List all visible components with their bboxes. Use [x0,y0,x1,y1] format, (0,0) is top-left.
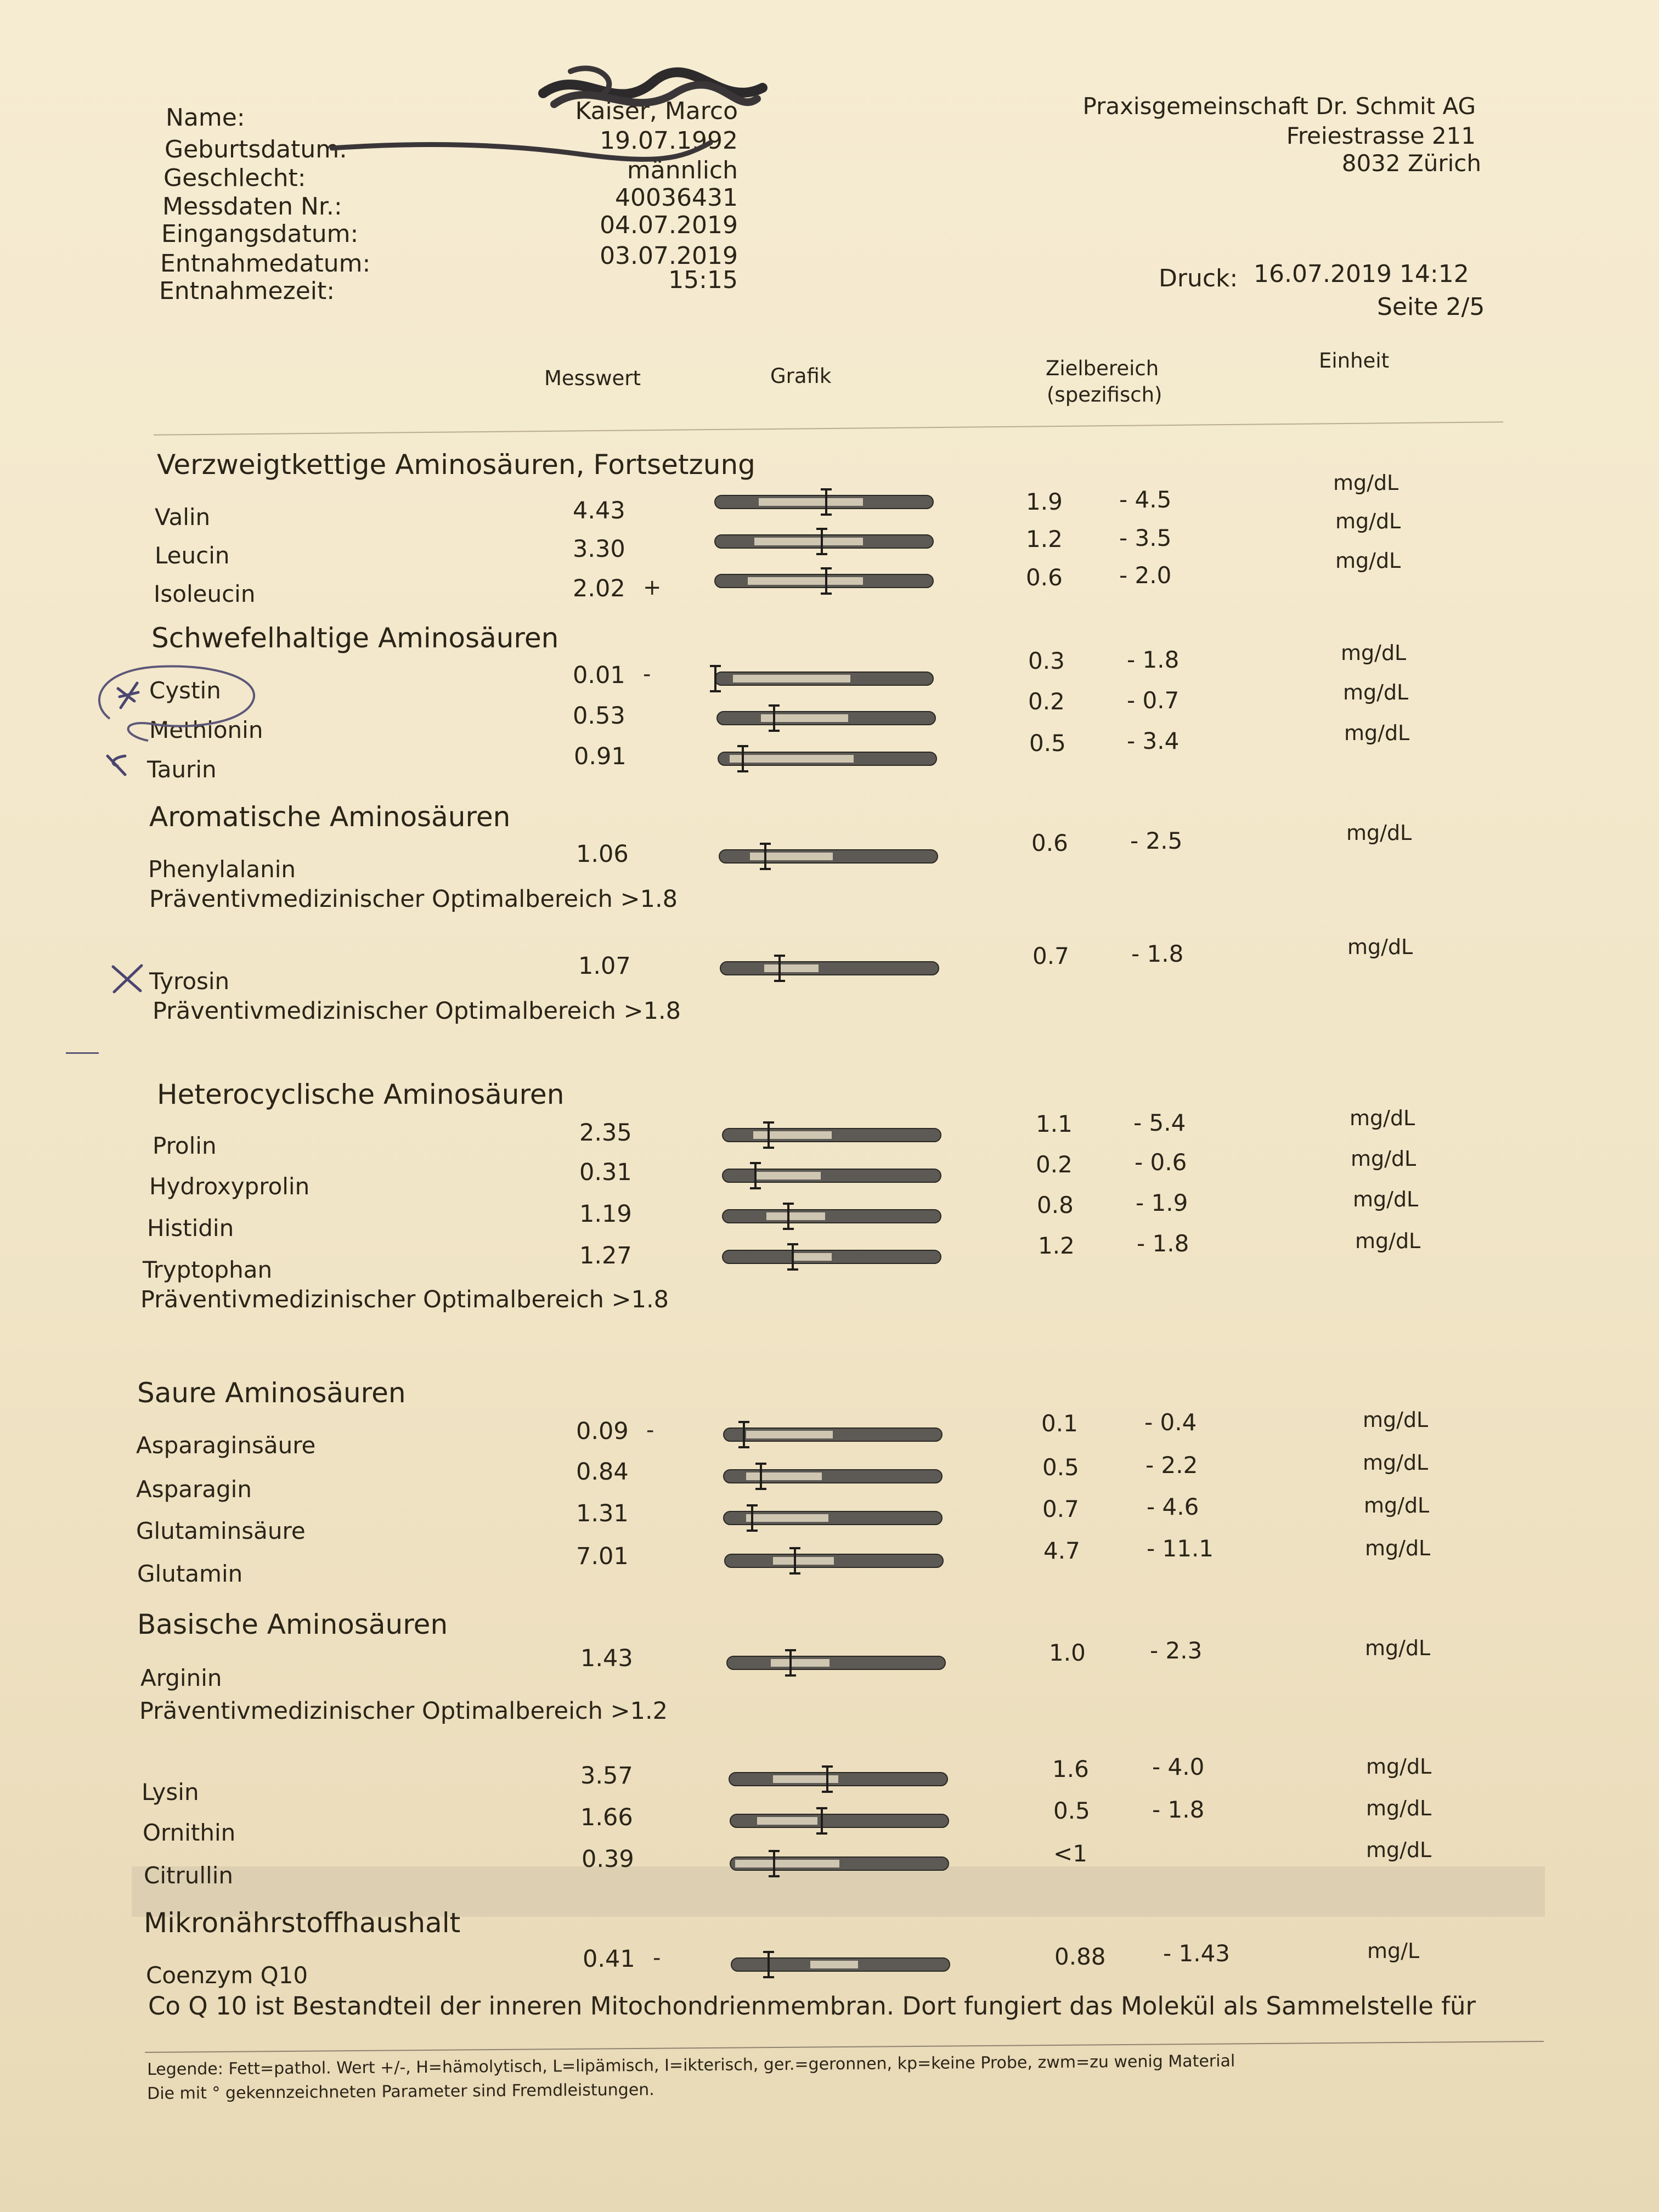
row-citrullin-range-low: <1 [1053,1840,1087,1867]
row-glutamins-ure-bar-track [723,1511,943,1525]
row-prolin-unit: mg/dL [1350,1106,1415,1130]
row-arginin-bar-target-zone [771,1659,830,1667]
section-basic: Basische Aminosäuren [137,1609,448,1640]
row-leucin-bar-marker [821,528,823,555]
row-leucin-bar-track [714,534,934,549]
section-aromatic: Aromatische Aminosäuren [149,801,511,833]
row-cystin-range-bar [714,672,934,686]
column-target-line2: (spezifisch) [1047,383,1163,407]
row-lysin-range-high: - 4.0 [1152,1753,1205,1780]
row-lysin-range-bar [729,1772,948,1786]
row-citrullin-name: Citrullin [144,1862,233,1889]
row-taurin-range-high: - 3.4 [1127,727,1180,754]
row-glutamins-ure-range-high: - 4.6 [1147,1493,1199,1520]
row-isoleucin-range-high: - 2.0 [1119,562,1172,589]
row-glutamins-ure-range-low: 0.7 [1042,1496,1079,1522]
row-phenylalanin-bar-marker [764,843,766,870]
row-methionin-range-bar [716,711,936,725]
row-asparagin-range-low: 0.5 [1042,1454,1079,1481]
row-tyrosin-range-low: 0.7 [1032,943,1069,969]
row-glutamin-range-low: 4.7 [1043,1537,1080,1564]
coq10-description: Co Q 10 ist Bestandteil der inneren Mitochondrienmembran. Dort fungiert das Molekül als Sammelstelle für [148,1991,1476,2021]
row-phenylalanin-value: 1.06 [576,840,629,868]
row-asparagin-range-bar [723,1469,943,1483]
row-arginin-value: 1.43 [580,1645,633,1672]
row-asparagins-ure-unit: mg/dL [1363,1408,1429,1432]
row-leucin-value: 3.30 [573,535,625,563]
optimal-note-phenylalanin: Präventivmedizinischer Optimalbereich >1.8 [149,885,678,913]
row-tryptophan-range-bar [722,1250,941,1264]
row-asparagins-ure-bar-target-zone [746,1431,833,1438]
section-sulfur: Schwefelhaltige Aminosäuren [151,622,559,654]
row-ornithin-range-high: - 1.8 [1152,1796,1205,1823]
row-tryptophan-range-high: - 1.8 [1137,1230,1189,1257]
row-lysin-bar-track [729,1772,948,1786]
row-asparagin-range-high: - 2.2 [1146,1452,1198,1479]
row-histidin-name: Histidin [147,1215,234,1242]
label-receipt-date: Eingangsdatum: [161,220,359,248]
row-histidin-bar-marker [787,1203,789,1230]
row-methionin-range-low: 0.2 [1028,688,1065,715]
row-glutamin-bar-marker [794,1547,796,1575]
row-valin-bar-track [714,495,934,509]
row-hydroxyprolin-range-bar [722,1169,941,1183]
row-histidin-bar-target-zone [766,1212,825,1220]
row-methionin-value: 0.53 [573,702,625,730]
row-citrullin-value: 0.39 [582,1846,634,1873]
row-asparagins-ure-value: 0.09 [576,1418,629,1445]
row-cystin-value: 0.01 [573,662,625,689]
row-prolin-range-low: 1.1 [1036,1110,1073,1137]
row-tyrosin-range-bar [720,961,939,975]
row-citrullin-bar-target-zone [735,1860,839,1867]
row-glutamin-bar-track [724,1554,944,1568]
row-glutamin-value: 7.01 [576,1543,629,1570]
column-target-line1: Zielbereich [1046,357,1159,380]
row-tyrosin-bar-track [720,961,939,975]
row-taurin-range-bar [718,752,937,766]
row-glutamin-range-high: - 11.1 [1147,1535,1214,1562]
row-phenylalanin-range-high: - 2.5 [1130,827,1183,854]
row-tryptophan-bar-marker [792,1243,794,1271]
row-taurin-bar-marker [742,745,744,772]
header-divider [154,421,1503,436]
row-asparagins-ure-bar-marker [743,1421,745,1448]
row-leucin-range-high: - 3.5 [1119,524,1172,551]
row-prolin-value: 2.35 [579,1119,632,1147]
row-glutamins-ure-bar-target-zone [746,1514,828,1522]
value-receipt-date: 04.07.2019 [600,211,738,239]
optimal-note-arginin: Präventivmedizinischer Optimalbereich >1.2 [139,1697,668,1725]
row-citrullin-bar-marker [773,1850,775,1877]
row-asparagin-name: Asparagin [136,1476,252,1503]
redaction-line [329,132,713,176]
row-cystin-range-low: 0.3 [1028,647,1065,674]
row-cystin-bar-marker [714,665,716,692]
row-valin-bar-target-zone [759,498,863,506]
row-leucin-bar-target-zone [754,538,863,545]
row-ornithin-bar-track [730,1814,949,1828]
row-cystin-bar-target-zone [733,675,850,682]
row-coenzym-q10-range-low: 0.88 [1054,1943,1106,1970]
row-prolin-bar-target-zone [753,1131,832,1139]
row-valin-value: 4.43 [573,497,625,524]
section-acidic: Saure Aminosäuren [137,1377,406,1409]
row-isoleucin-value: 2.02 [573,575,625,602]
row-valin-range-high: - 4.5 [1119,486,1172,513]
hand-mark-taurin [103,753,131,780]
row-phenylalanin-range-bar [719,849,938,864]
row-taurin-bar-track [718,752,937,766]
hand-circle-mark [88,658,263,746]
row-cystin-unit: mg/dL [1341,641,1407,665]
row-cystin-name: Cystin [149,677,221,704]
section-branched-chain: Verzweigtkettige Aminosäuren, Fortsetzung [157,449,755,481]
row-tyrosin-unit: mg/dL [1347,935,1413,959]
optimal-note-tryptophan: Präventivmedizinischer Optimalbereich >1.8 [140,1286,669,1313]
section-micronutrient: Mikronährstoffhaushalt [144,1907,461,1939]
row-valin-name: Valin [155,504,211,531]
row-glutamins-ure-unit: mg/dL [1364,1493,1430,1517]
row-asparagins-ure-name: Asparaginsäure [136,1432,316,1459]
row-glutamins-ure-value: 1.31 [576,1500,629,1527]
row-asparagins-ure-range-low: 0.1 [1041,1410,1078,1437]
value-sex: männlich [627,156,738,184]
row-leucin-unit: mg/dL [1335,509,1401,533]
row-valin-bar-marker [825,488,827,516]
row-histidin-value: 1.19 [579,1200,632,1228]
row-phenylalanin-unit: mg/dL [1346,821,1412,845]
row-valin-range-bar [714,495,934,509]
row-prolin-range-high: - 5.4 [1133,1109,1186,1136]
row-tyrosin-bar-marker [778,955,781,982]
row-asparagins-ure-range-high: - 0.4 [1144,1409,1197,1436]
row-tryptophan-range-low: 1.2 [1038,1232,1075,1259]
row-ornithin-bar-marker [821,1807,823,1835]
section-heterocyclic: Heterocyclische Aminosäuren [157,1079,565,1110]
row-histidin-bar-track [722,1209,941,1223]
row-citrullin-range-bar [730,1857,949,1871]
hand-dash-mark [66,1052,99,1054]
row-arginin-bar-marker [789,1649,792,1677]
row-methionin-range-high: - 0.7 [1127,687,1180,714]
row-methionin-unit: mg/dL [1343,680,1409,704]
row-coenzym-q10-bar-track [731,1957,950,1972]
row-leucin-name: Leucin [155,542,230,569]
row-lysin-range-low: 1.6 [1052,1756,1089,1782]
row-coenzym-q10-flag: - [653,1945,661,1971]
value-name: Kaiser, Marco [575,97,738,125]
row-glutamins-ure-range-bar [723,1511,943,1525]
row-lysin-value: 3.57 [580,1762,633,1790]
row-phenylalanin-bar-target-zone [750,853,832,860]
row-coenzym-q10-range-bar [731,1957,950,1972]
row-asparagins-ure-bar-track [723,1427,943,1442]
column-value: Messwert [544,366,641,390]
row-asparagin-unit: mg/dL [1363,1451,1429,1475]
row-taurin-unit: mg/dL [1344,721,1410,745]
redaction-scribble [538,60,768,126]
label-name: Name: [166,104,245,132]
row-isoleucin-bar-track [714,574,934,588]
row-isoleucin-range-bar [714,574,934,588]
row-lysin-bar-marker [826,1765,828,1793]
row-arginin-range-high: - 2.3 [1150,1637,1203,1664]
row-prolin-bar-track [722,1128,941,1142]
row-prolin-name: Prolin [153,1132,217,1159]
row-histidin-unit: mg/dL [1353,1187,1419,1211]
row-glutamin-bar-target-zone [773,1557,834,1565]
row-leucin-range-low: 1.2 [1026,526,1063,552]
row-isoleucin-flag: + [643,575,662,600]
row-asparagin-bar-track [723,1469,943,1483]
row-phenylalanin-range-low: 0.6 [1031,830,1068,856]
row-arginin-range-bar [726,1656,946,1670]
row-asparagins-ure-flag: - [646,1418,654,1443]
label-collection-time: Entnahmezeit: [159,277,335,305]
row-coenzym-q10-bar-target-zone [810,1961,858,1968]
row-coenzym-q10-value: 0.41 [583,1945,635,1973]
row-asparagin-bar-target-zone [746,1472,822,1480]
row-tryptophan-bar-track [722,1250,941,1264]
row-histidin-range-high: - 1.9 [1136,1189,1188,1216]
row-isoleucin-range-low: 0.6 [1026,564,1063,591]
row-prolin-bar-marker [768,1121,770,1149]
row-asparagin-bar-marker [760,1463,762,1490]
legend-divider [145,2041,1544,2053]
row-hydroxyprolin-bar-target-zone [755,1172,821,1180]
row-tyrosin-name: Tyrosin [149,968,230,995]
row-isoleucin-bar-target-zone [748,577,863,585]
row-tyrosin-value: 1.07 [578,952,631,980]
row-isoleucin-name: Isoleucin [154,580,256,607]
row-taurin-range-low: 0.5 [1029,730,1066,757]
row-ornithin-value: 1.66 [580,1804,633,1831]
row-methionin-bar-marker [773,704,775,732]
value-collection-time: 15:15 [668,266,738,294]
row-hydroxyprolin-name: Hydroxyprolin [149,1173,310,1200]
row-phenylalanin-bar-track [719,849,938,864]
label-birthdate: Geburtsdatum: [165,136,347,163]
label-sex: Geschlecht: [163,164,306,192]
page-number: Seite 2/5 [1377,293,1485,321]
row-hydroxyprolin-range-high: - 0.6 [1135,1149,1187,1176]
row-valin-unit: mg/dL [1333,471,1399,495]
row-arginin-range-low: 1.0 [1049,1639,1086,1666]
row-hydroxyprolin-range-low: 0.2 [1036,1151,1073,1178]
row-asparagin-value: 0.84 [576,1458,629,1486]
row-ornithin-bar-target-zone [757,1817,818,1825]
row-glutamin-range-bar [724,1554,944,1568]
practice-street: Freiestrasse 211 [1286,122,1476,149]
row-valin-range-low: 1.9 [1026,488,1063,515]
row-tryptophan-value: 1.27 [579,1242,632,1269]
value-birthdate: 19.07.1992 [600,127,738,155]
row-citrullin-bar-track [730,1857,949,1871]
legend-line2: Die mit ° gekennzeichneten Parameter sind Fremdleistungen. [147,2080,654,2103]
row-phenylalanin-name: Phenylalanin [148,856,296,883]
row-arginin-bar-track [726,1656,946,1670]
row-lysin-name: Lysin [142,1779,199,1805]
row-glutamin-unit: mg/dL [1365,1536,1431,1560]
row-methionin-name: Methionin [149,716,263,743]
row-ornithin-unit: mg/dL [1366,1796,1432,1820]
row-hydroxyprolin-bar-marker [754,1162,757,1189]
row-tryptophan-unit: mg/dL [1355,1229,1421,1253]
row-coenzym-q10-unit: mg/L [1367,1939,1420,1963]
row-glutamins-ure-bar-marker [751,1504,753,1532]
label-sample-number: Messdaten Nr.: [162,193,342,221]
row-methionin-bar-track [716,711,936,725]
row-arginin-name: Arginin [140,1664,222,1691]
practice-name: Praxisgemeinschaft Dr. Schmit AG [1082,93,1476,120]
row-glutamin-name: Glutamin [137,1560,243,1587]
row-cystin-range-high: - 1.8 [1127,646,1180,673]
row-asparagins-ure-range-bar [723,1427,943,1442]
row-tryptophan-name: Tryptophan [143,1256,273,1283]
row-taurin-bar-target-zone [730,755,854,763]
row-cystin-flag: - [643,662,651,687]
row-tyrosin-range-high: - 1.8 [1131,940,1184,967]
print-date: 16.07.2019 14:12 [1254,260,1469,288]
print-label: Druck: [1159,264,1238,292]
row-taurin-name: Taurin [147,756,217,783]
row-leucin-range-bar [714,534,934,549]
hand-mark-tyrosin [110,963,145,994]
row-lysin-unit: mg/dL [1366,1754,1432,1779]
label-collection-date: Entnahmedatum: [160,250,371,278]
row-isoleucin-bar-marker [825,567,827,595]
row-hydroxyprolin-value: 0.31 [579,1159,632,1186]
row-ornithin-name: Ornithin [143,1819,236,1846]
row-tryptophan-bar-target-zone [793,1253,832,1261]
row-ornithin-range-bar [730,1814,949,1828]
row-tyrosin-bar-target-zone [764,964,819,972]
row-glutamins-ure-name: Glutaminsäure [136,1517,306,1544]
value-collection-date: 03.07.2019 [600,242,738,270]
row-arginin-unit: mg/dL [1365,1636,1431,1660]
row-citrullin-unit: mg/dL [1366,1838,1432,1862]
value-sample-number: 40036431 [615,184,738,212]
row-coenzym-q10-name: Coenzym Q10 [146,1962,308,1989]
row-ornithin-range-low: 0.5 [1053,1797,1090,1824]
practice-city: 8032 Zürich [1341,150,1481,177]
legend-line1: Legende: Fett=pathol. Wert +/-, H=hämolytisch, L=lipämisch, I=ikterisch, ger.=geronnen, kp=keine Probe, zwm=zu wenig Material [147,2051,1235,2079]
row-histidin-range-low: 0.8 [1037,1192,1074,1218]
row-cystin-bar-track [714,672,934,686]
row-isoleucin-unit: mg/dL [1335,549,1401,573]
row-taurin-value: 0.91 [574,743,627,770]
row-histidin-range-bar [722,1209,941,1223]
optimal-note-tyrosin: Präventivmedizinischer Optimalbereich >1.8 [153,997,681,1025]
column-unit: Einheit [1319,349,1390,373]
row-prolin-range-bar [722,1128,941,1142]
row-hydroxyprolin-unit: mg/dL [1351,1147,1417,1171]
row-coenzym-q10-bar-marker [768,1951,770,1978]
column-graphic: Grafik [770,364,832,388]
row-coenzym-q10-range-high: - 1.43 [1163,1940,1231,1967]
